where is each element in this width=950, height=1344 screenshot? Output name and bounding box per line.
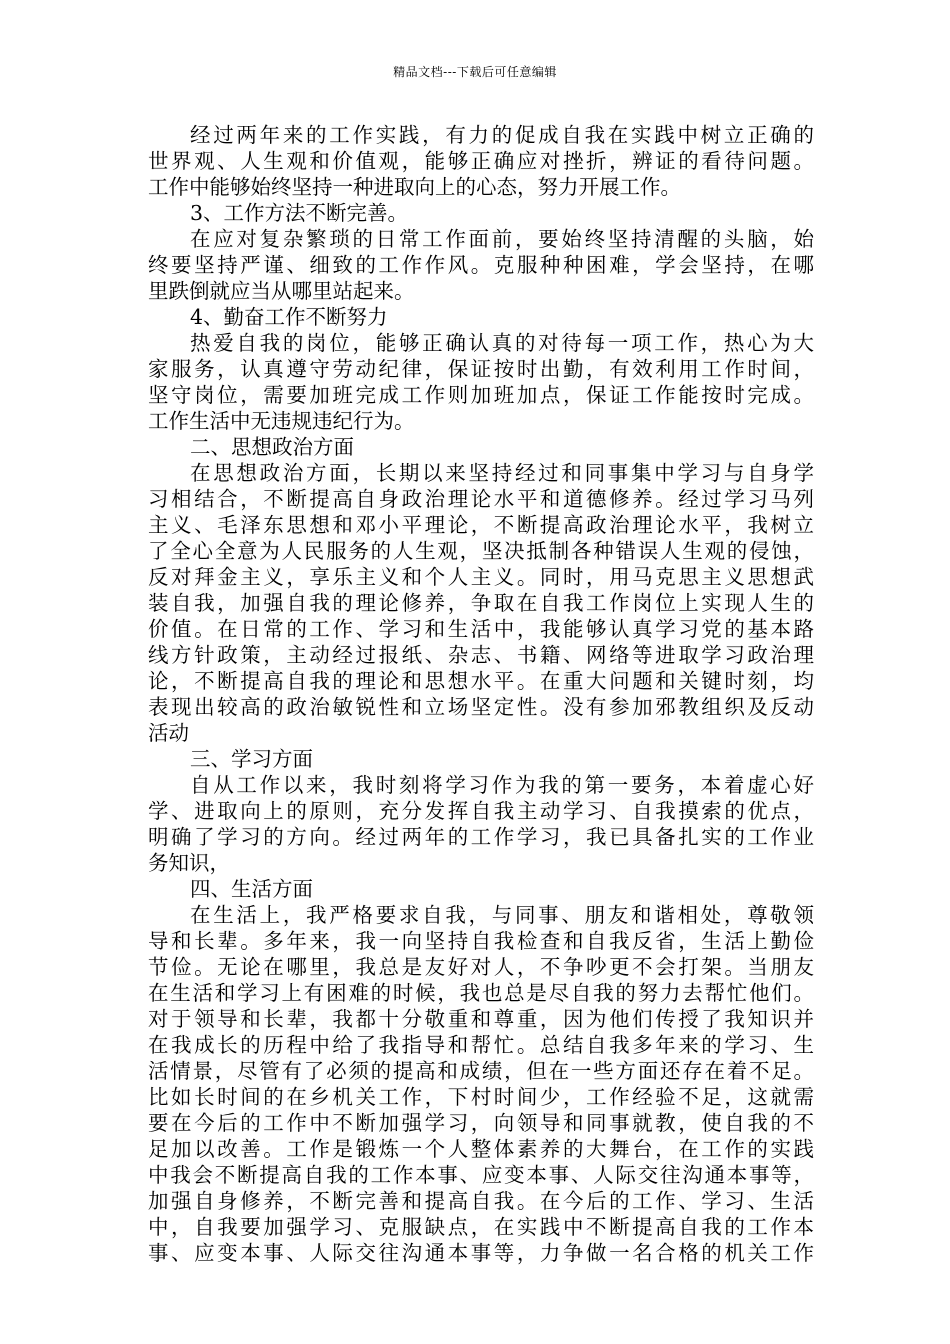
body-text-line: 比如长时间的在乡机关工作，下村时间少，工作经验不足，这就需: [148, 1085, 814, 1109]
body-text-line: 活情景，尽管有了必须的提高和成绩，但在一些方面还存在着不足。: [148, 1059, 814, 1083]
body-text-line: 四、生活方面: [190, 877, 313, 901]
body-text-line: 在生活上，我严格要求自我，与同事、朋友和谐相处，尊敬领: [190, 903, 814, 927]
body-text-line: 终要坚持严谨、细致的工作作风。克服种种困难，学会坚持，在哪: [148, 253, 814, 277]
body-text-line: 主义、毛泽东思想和邓小平理论，不断提高政治理论水平，我树立: [148, 513, 814, 537]
body-text-line: 学、进取向上的原则，充分发挥自我主动学习、自我摸索的优点，: [148, 799, 814, 823]
body-text-line: 对于领导和长辈，我都十分敬重和尊重，因为他们传授了我知识并: [148, 1007, 814, 1031]
body-text-line: 节俭。无论在哪里，我总是友好对人，不争吵更不会打架。当朋友: [148, 955, 814, 979]
body-text-line: 工作中能够始终坚持一种进取向上的心态，努力开展工作。: [148, 175, 681, 199]
body-text-line: 导和长辈。多年来，我一向坚持自我检查和自我反省，生活上勤俭: [148, 929, 814, 953]
page-header: 精品文档---下载后可任意编辑: [393, 65, 557, 79]
body-text-line: 在应对复杂繁琐的日常工作面前，要始终坚持清醒的头脑，始: [190, 227, 814, 251]
body-text-line: 中我会不断提高自我的工作本事、应变本事、人际交往沟通本事等，: [148, 1163, 814, 1187]
body-text-line: 了全心全意为人民服务的人生观，坚决抵制各种错误人生观的侵蚀，: [148, 539, 814, 563]
body-text-line: 线方针政策，主动经过报纸、杂志、书籍、网络等进取学习政治理: [148, 643, 814, 667]
body-text-line: 明确了学习的方向。经过两年的工作学习，我已具备扎实的工作业: [148, 825, 814, 849]
body-text-line: 在思想政治方面，长期以来坚持经过和同事集中学习与自身学: [190, 461, 814, 485]
body-text-line: 装自我，加强自我的理论修养，争取在自我工作岗位上实现人生的: [148, 591, 814, 615]
body-text-line: 活动: [148, 721, 189, 745]
body-text-line: 三、学习方面: [190, 747, 313, 771]
body-text-line: 加强自身修养，不断完善和提高自我。在今后的工作、学习、生活: [148, 1189, 814, 1213]
body-text-line: 自从工作以来，我时刻将学习作为我的第一要务，本着虚心好: [190, 773, 814, 797]
body-text-line: 4、勤奋工作不断努力: [190, 305, 388, 329]
body-text-line: 价值。在日常的工作、学习和生活中，我能够认真学习党的基本路: [148, 617, 814, 641]
body-text-line: 热爱自我的岗位，能够正确认真的对待每一项工作，热心为大: [190, 331, 814, 355]
body-text-line: 足加以改善。工作是锻炼一个人整体素养的大舞台，在工作的实践: [148, 1137, 814, 1161]
document-body: [148, 122, 814, 1266]
body-text-line: 世界观、人生观和价值观，能够正确应对挫折，辨证的看待问题。: [148, 149, 814, 173]
body-text-line: 事、应变本事、人际交往沟通本事等，力争做一名合格的机关工作: [148, 1241, 814, 1265]
body-text-line: 家服务，认真遵守劳动纪律，保证按时出勤，有效利用工作时间，: [148, 357, 814, 381]
body-text-line: 在生活和学习上有困难的时候，我也总是尽自我的努力去帮忙他们。: [148, 981, 814, 1005]
body-text-line: 习相结合，不断提高自身政治理论水平和道德修养。经过学习马列: [148, 487, 814, 511]
body-text-line: 3、工作方法不断完善。: [190, 201, 409, 225]
body-text-line: 中，自我要加强学习、克服缺点，在实践中不断提高自我的工作本: [148, 1215, 814, 1239]
body-text-line: 经过两年来的工作实践，有力的促成自我在实践中树立正确的: [190, 123, 814, 147]
body-text-line: 二、思想政治方面: [190, 435, 354, 459]
body-text-line: 论，不断提高自我的理论和思想水平。在重大问题和关键时刻，均: [148, 669, 814, 693]
body-text-line: 工作生活中无违规违纪行为。: [148, 409, 415, 433]
body-text-line: 里跌倒就应当从哪里站起来。: [148, 279, 415, 303]
body-text-line: 反对拜金主义，享乐主义和个人主义。同时，用马克思主义思想武: [148, 565, 814, 589]
body-text-line: 表现出较高的政治敏锐性和立场坚定性。没有参加邪教组织及反动: [148, 695, 814, 719]
body-text-line: 务知识，: [148, 851, 230, 875]
body-text-line: 在我成长的历程中给了我指导和帮忙。总结自我多年来的学习、生: [148, 1033, 814, 1057]
body-text-line: 坚守岗位，需要加班完成工作则加班加点，保证工作能按时完成。: [148, 383, 814, 407]
body-text-line: 要在今后的工作中不断加强学习，向领导和同事就教，使自我的不: [148, 1111, 814, 1135]
